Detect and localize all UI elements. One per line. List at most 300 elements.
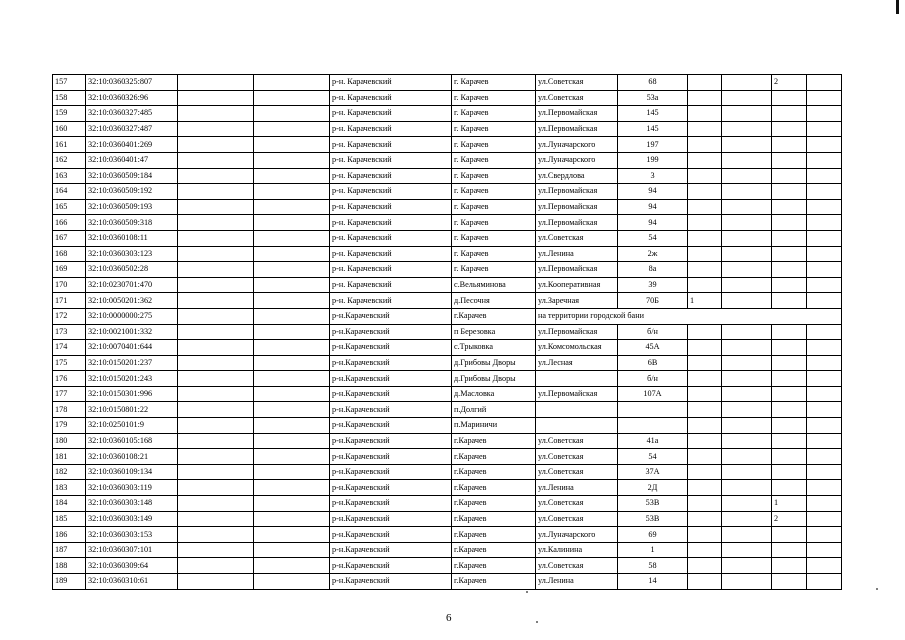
table-cell: ул.Первомайская [536, 184, 618, 200]
table-cell [536, 418, 618, 434]
table-cell: ул.Первомайская [536, 324, 618, 340]
table-row [53, 418, 842, 434]
table-cell [688, 355, 722, 371]
table-cell: д.Грибовы Дворы [452, 371, 536, 387]
table-cell: 182 [53, 464, 86, 480]
table-cell: 179 [53, 418, 86, 434]
table-cell [722, 184, 772, 200]
table-cell: 165 [53, 199, 86, 215]
table-cell [254, 215, 330, 231]
table-cell [722, 464, 772, 480]
table-cell: р-н.Карачевский [330, 449, 452, 465]
table-row [53, 464, 842, 480]
table-cell [688, 402, 722, 418]
table-cell [722, 324, 772, 340]
table-cell [807, 75, 842, 91]
table-cell: 94 [618, 215, 688, 231]
table-cell: 183 [53, 480, 86, 496]
table-cell: р-н. Карачевский [330, 262, 452, 278]
table-cell [178, 277, 254, 293]
table-cell [688, 371, 722, 387]
table-cell [688, 480, 722, 496]
table-cell: 175 [53, 355, 86, 371]
table-cell [807, 371, 842, 387]
table-cell: г. Карачев [452, 75, 536, 91]
table-cell [688, 75, 722, 91]
table-cell [722, 340, 772, 356]
table-cell: 32:10:0250101:9 [86, 418, 178, 434]
table-cell [178, 340, 254, 356]
table-cell [722, 230, 772, 246]
table-cell: 187 [53, 542, 86, 558]
cadastral-registry-table [52, 74, 842, 590]
table-cell [254, 293, 330, 309]
table-cell [178, 480, 254, 496]
table-cell [178, 230, 254, 246]
table-cell: 32:10:0070401:644 [86, 340, 178, 356]
table-cell: ул.Лесная [536, 355, 618, 371]
table-row [53, 324, 842, 340]
table-cell [772, 262, 807, 278]
table-cell [178, 199, 254, 215]
table-cell [254, 246, 330, 262]
table-cell [688, 184, 722, 200]
table-cell: 70Б [618, 293, 688, 309]
table-cell [807, 527, 842, 543]
table-cell [688, 246, 722, 262]
table-cell: г. Карачев [452, 215, 536, 231]
table-cell: 32:10:0360401:47 [86, 152, 178, 168]
table-cell: 32:10:0360509:318 [86, 215, 178, 231]
table-cell: р-н. Карачевский [330, 230, 452, 246]
table-cell [688, 152, 722, 168]
table-cell: п Березовка [452, 324, 536, 340]
table-cell: ул.Луначарского [536, 137, 618, 153]
table-cell: р-н.Карачевский [330, 558, 452, 574]
table-cell: 186 [53, 527, 86, 543]
table-cell [254, 184, 330, 200]
table-cell: 32:10:0360509:193 [86, 199, 178, 215]
table-cell: ул.Луначарского [536, 527, 618, 543]
table-row [53, 371, 842, 387]
table-cell: 8а [618, 262, 688, 278]
table-cell [178, 449, 254, 465]
table-row [53, 574, 842, 590]
table-cell: ул.Ленина [536, 480, 618, 496]
scan-speck [876, 588, 878, 590]
table-cell [772, 402, 807, 418]
table-cell [254, 371, 330, 387]
table-cell: р-н. Карачевский [330, 168, 452, 184]
table-cell [722, 355, 772, 371]
table-cell: 45А [618, 340, 688, 356]
table-cell [178, 402, 254, 418]
table-cell: б/н [618, 324, 688, 340]
table-cell: ул.Первомайская [536, 121, 618, 137]
table-cell: г.Карачев [452, 527, 536, 543]
table-cell: р-н.Карачевский [330, 324, 452, 340]
table-cell: 32:10:0360109:134 [86, 464, 178, 480]
table-cell [722, 418, 772, 434]
table-cell [178, 574, 254, 590]
table-cell [254, 574, 330, 590]
table-cell: 168 [53, 246, 86, 262]
table-cell: р-н.Карачевский [330, 433, 452, 449]
table-cell: г.Карачев [452, 511, 536, 527]
table-cell [688, 418, 722, 434]
table-cell: р-н.Карачевский [330, 371, 452, 387]
table-cell [254, 152, 330, 168]
table-cell: ул.Первомайская [536, 199, 618, 215]
table-cell [254, 340, 330, 356]
table-cell: 166 [53, 215, 86, 231]
table-cell [688, 121, 722, 137]
table-cell [178, 137, 254, 153]
table-cell: р-н. Карачевский [330, 277, 452, 293]
table-cell: р-н.Карачевский [330, 308, 452, 324]
table-cell: 32:10:0360509:192 [86, 184, 178, 200]
table-cell [688, 277, 722, 293]
table-cell: 32:10:0230701:470 [86, 277, 178, 293]
table-cell [178, 542, 254, 558]
table-cell [688, 496, 722, 512]
table-cell: 94 [618, 199, 688, 215]
table-row [53, 480, 842, 496]
table-cell [178, 168, 254, 184]
scan-edge-mark [896, 0, 899, 14]
table-cell [807, 324, 842, 340]
table-cell [722, 386, 772, 402]
table-cell [254, 199, 330, 215]
table-row [53, 293, 842, 309]
table-row [53, 433, 842, 449]
table-cell: 158 [53, 90, 86, 106]
table-cell [772, 355, 807, 371]
table-cell: р-н.Карачевский [330, 402, 452, 418]
table-cell [254, 75, 330, 91]
table-cell: ул.Советская [536, 464, 618, 480]
table-cell: 2ж [618, 246, 688, 262]
table-cell: 3 [618, 168, 688, 184]
table-row [53, 262, 842, 278]
table-cell [254, 496, 330, 512]
table-cell: 32:10:0021001:332 [86, 324, 178, 340]
table-cell [807, 449, 842, 465]
table-cell [807, 542, 842, 558]
table-cell: 32:10:0150201:243 [86, 371, 178, 387]
table-cell [772, 340, 807, 356]
table-cell: 69 [618, 527, 688, 543]
table-cell: 145 [618, 106, 688, 122]
table-row [53, 449, 842, 465]
table-cell: 37А [618, 464, 688, 480]
table-cell: р-н.Карачевский [330, 386, 452, 402]
table-cell [807, 511, 842, 527]
table-cell: р-н.Карачевский [330, 574, 452, 590]
table-cell [254, 433, 330, 449]
table-cell [254, 308, 330, 324]
table-cell: 169 [53, 262, 86, 278]
table-cell [722, 402, 772, 418]
table-cell: ул.Советская [536, 449, 618, 465]
table-cell [807, 106, 842, 122]
table-row [53, 527, 842, 543]
table-cell [178, 386, 254, 402]
table-row [53, 386, 842, 402]
table-row [53, 168, 842, 184]
table-cell [254, 106, 330, 122]
table-cell: 157 [53, 75, 86, 91]
table-cell [254, 527, 330, 543]
table-cell: ул.Советская [536, 496, 618, 512]
table-cell [807, 340, 842, 356]
table-cell: 32:10:0150301:996 [86, 386, 178, 402]
table-cell: г. Карачев [452, 246, 536, 262]
table-cell: ул.Советская [536, 558, 618, 574]
table-cell: р-н.Карачевский [330, 527, 452, 543]
table-cell [722, 480, 772, 496]
table-cell [807, 215, 842, 231]
table-row [53, 215, 842, 231]
table-cell: 32:10:0360303:148 [86, 496, 178, 512]
table-cell [254, 464, 330, 480]
table-cell [807, 355, 842, 371]
table-cell [722, 449, 772, 465]
table-cell: 68 [618, 75, 688, 91]
table-cell: 32:10:0360303:123 [86, 246, 178, 262]
table-cell: 32:10:0360108:21 [86, 449, 178, 465]
table-cell [772, 199, 807, 215]
table-cell: 189 [53, 574, 86, 590]
table-cell: 32:10:0360401:269 [86, 137, 178, 153]
table-cell [722, 137, 772, 153]
table-cell: ул.Калинина [536, 542, 618, 558]
table-cell [254, 121, 330, 137]
table-cell [807, 574, 842, 590]
table-cell: г. Карачев [452, 230, 536, 246]
table-cell [772, 277, 807, 293]
table-cell [807, 230, 842, 246]
table-cell: г.Карачев [452, 433, 536, 449]
table-cell: р-н. Карачевский [330, 246, 452, 262]
table-body [53, 75, 842, 590]
table-cell: р-н. Карачевский [330, 215, 452, 231]
table-cell [254, 386, 330, 402]
table-cell [254, 230, 330, 246]
table-cell: ул.Первомайская [536, 386, 618, 402]
table-cell: 32:10:0150201:237 [86, 355, 178, 371]
table-cell: 32:10:0360108:11 [86, 230, 178, 246]
table-cell [772, 293, 807, 309]
table-cell: 32:10:0360303:149 [86, 511, 178, 527]
table-cell [688, 230, 722, 246]
table-row [53, 230, 842, 246]
table-cell: 188 [53, 558, 86, 574]
table-cell [772, 168, 807, 184]
table-cell [178, 496, 254, 512]
table-cell [772, 246, 807, 262]
table-cell: д.Масловка [452, 386, 536, 402]
table-cell [536, 402, 618, 418]
table-cell: 159 [53, 106, 86, 122]
table-cell [688, 433, 722, 449]
table-cell [722, 496, 772, 512]
table-cell [254, 511, 330, 527]
table-cell [178, 355, 254, 371]
table-cell [254, 542, 330, 558]
table-cell [722, 121, 772, 137]
table-cell: г. Карачев [452, 137, 536, 153]
table-cell: 181 [53, 449, 86, 465]
table-cell: 32:10:0000000:275 [86, 308, 178, 324]
table-cell [772, 464, 807, 480]
table-cell: ул.Советская [536, 511, 618, 527]
table-cell [178, 246, 254, 262]
table-cell [772, 542, 807, 558]
table-cell: 58 [618, 558, 688, 574]
table-cell [178, 152, 254, 168]
table-cell [772, 574, 807, 590]
table-cell [722, 433, 772, 449]
table-cell: 1 [688, 293, 722, 309]
table-cell [178, 464, 254, 480]
table-cell: ул.Первомайская [536, 215, 618, 231]
table-cell [772, 106, 807, 122]
table-cell: на территории городской бани [536, 308, 842, 324]
table-cell [688, 449, 722, 465]
table-cell: 54 [618, 449, 688, 465]
table-cell [536, 371, 618, 387]
table-cell: ул.Кооперативная [536, 277, 618, 293]
table-cell: 32:10:0360303:119 [86, 480, 178, 496]
table-row [53, 90, 842, 106]
table-cell: 94 [618, 184, 688, 200]
table-cell: 32:10:0050201:362 [86, 293, 178, 309]
table-cell [178, 527, 254, 543]
table-row [53, 199, 842, 215]
table-cell: 184 [53, 496, 86, 512]
table-cell: г. Карачев [452, 152, 536, 168]
table-cell: г.Карачев [452, 574, 536, 590]
table-cell: 160 [53, 121, 86, 137]
table-row [53, 121, 842, 137]
table-cell: 14 [618, 574, 688, 590]
table-cell: 1 [772, 496, 807, 512]
table-cell [772, 90, 807, 106]
table-cell [807, 558, 842, 574]
table-cell: 164 [53, 184, 86, 200]
table-cell: г.Карачев [452, 449, 536, 465]
table-cell [618, 402, 688, 418]
table-cell [178, 511, 254, 527]
table-cell: р-н.Карачевский [330, 511, 452, 527]
table-cell [772, 386, 807, 402]
table-cell [772, 230, 807, 246]
scan-speck [536, 621, 538, 623]
table-cell [772, 121, 807, 137]
table-cell: г. Карачев [452, 90, 536, 106]
table-cell [807, 168, 842, 184]
table-cell: р-н. Карачевский [330, 152, 452, 168]
table-cell [722, 371, 772, 387]
table-row [53, 340, 842, 356]
table-cell [807, 137, 842, 153]
table-cell: с.Трыковка [452, 340, 536, 356]
table-cell [772, 449, 807, 465]
table-cell: г. Карачев [452, 168, 536, 184]
table-cell: ул.Свердлова [536, 168, 618, 184]
table-cell: 32:10:0360310:61 [86, 574, 178, 590]
table-cell: п.Мариничи [452, 418, 536, 434]
table-cell [722, 246, 772, 262]
table-cell [178, 371, 254, 387]
table-cell [722, 168, 772, 184]
table-cell: 1 [618, 542, 688, 558]
table-cell: 2 [772, 511, 807, 527]
table-cell [722, 152, 772, 168]
table-cell [807, 262, 842, 278]
table-row [53, 152, 842, 168]
table-cell: р-н.Карачевский [330, 464, 452, 480]
table-cell [807, 402, 842, 418]
table-cell: ул.Советская [536, 433, 618, 449]
table-cell [807, 464, 842, 480]
table-cell: 174 [53, 340, 86, 356]
table-cell [688, 574, 722, 590]
table-cell [178, 293, 254, 309]
table-cell [722, 106, 772, 122]
table-cell [722, 511, 772, 527]
table-cell: г.Карачев [452, 558, 536, 574]
table-cell: р-н. Карачевский [330, 75, 452, 91]
table-cell: 180 [53, 433, 86, 449]
table-cell: 162 [53, 152, 86, 168]
table-cell: 185 [53, 511, 86, 527]
table-cell: 161 [53, 137, 86, 153]
table-cell: ул.Первомайская [536, 262, 618, 278]
table-cell: ул.Ленина [536, 246, 618, 262]
table-cell [178, 90, 254, 106]
table-cell [254, 168, 330, 184]
table-cell [178, 558, 254, 574]
table-cell [254, 324, 330, 340]
table-cell: 163 [53, 168, 86, 184]
table-cell [807, 480, 842, 496]
table-cell: 32:10:0360105:168 [86, 433, 178, 449]
table-cell: р-н. Карачевский [330, 90, 452, 106]
table-row [53, 558, 842, 574]
page-number: 6 [446, 612, 452, 624]
table-cell: 39 [618, 277, 688, 293]
table-cell [254, 262, 330, 278]
table-cell [807, 433, 842, 449]
table-cell: 171 [53, 293, 86, 309]
table-cell: д.Грибовы Дворы [452, 355, 536, 371]
table-cell: р-н. Карачевский [330, 137, 452, 153]
table-row [53, 308, 842, 324]
table-cell: ул.Первомайская [536, 106, 618, 122]
table-cell: г.Карачев [452, 542, 536, 558]
table-cell [254, 480, 330, 496]
table-cell [178, 433, 254, 449]
table-cell: г. Карачев [452, 262, 536, 278]
table-cell: 173 [53, 324, 86, 340]
table-cell: г.Карачев [452, 308, 536, 324]
table-cell: 53а [618, 90, 688, 106]
table-cell: 176 [53, 371, 86, 387]
table-cell: 41а [618, 433, 688, 449]
table-cell [772, 418, 807, 434]
